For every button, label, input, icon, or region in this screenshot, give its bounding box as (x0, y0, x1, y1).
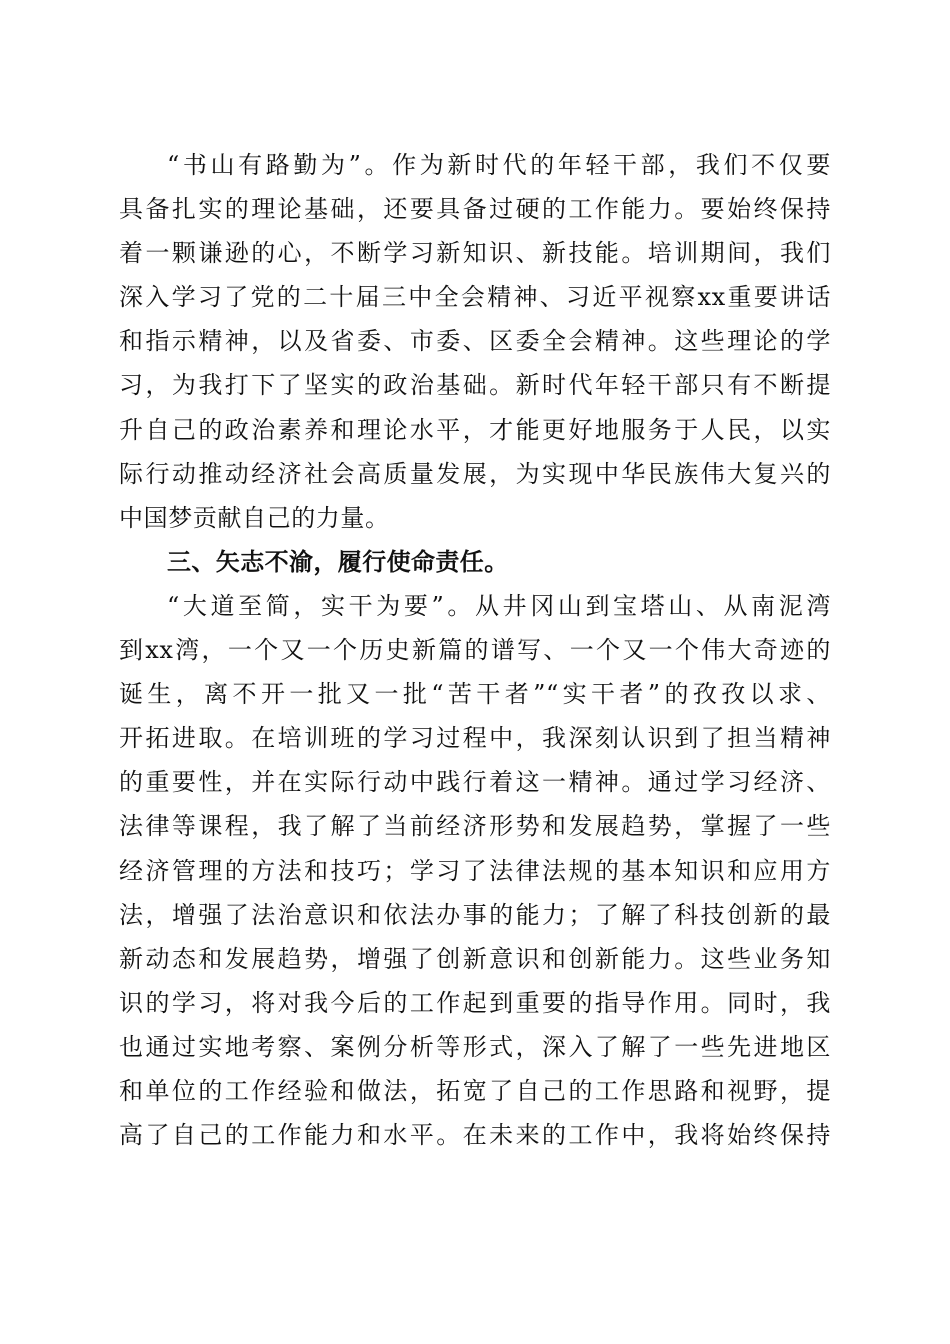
paragraph (119, 584, 831, 1157)
text-line: 和单位的工作经验和做法，拓宽了自己的工作思路和视野，提 (119, 1076, 831, 1105)
text-line: 升自己的政治素养和理论水平，才能更好地服务于人民，以实 (119, 415, 831, 444)
section-heading: 三、矢志不渝，履行使命责任。 (167, 547, 509, 576)
text-line: 习，为我打下了坚实的政治基础。新时代年轻干部只有不断提 (119, 371, 831, 400)
text-line: 深入学习了党的二十届三中全会精神、习近平视察xx重要讲话 (119, 283, 831, 312)
text-line: 开拓进取。在培训班的学习过程中，我深刻认识到了担当精神 (119, 724, 831, 753)
text-line: 新动态和发展趋势，增强了创新意识和创新能力。这些业务知 (119, 944, 831, 973)
text-line: 也通过实地考察、案例分析等形式，深入了解了一些先进地区 (119, 1032, 831, 1061)
text-line: 到xx湾，一个又一个历史新篇的谱写、一个又一个伟大奇迹的 (119, 636, 831, 665)
text-line: “书山有路勤为”。作为新时代的年轻干部，我们不仅要 (167, 151, 831, 179)
text-line: 诞生，离不开一批又一批“苦干者”“实干者”的孜孜以求、 (119, 680, 831, 709)
text-line: 的重要性，并在实际行动中践行着这一精神。通过学习经济、 (119, 768, 831, 797)
text-line: 中国梦贡献自己的力量。 (119, 503, 390, 532)
text-line: 识的学习，将对我今后的工作起到重要的指导作用。同时，我 (119, 988, 831, 1017)
text-line: 着一颗谦逊的心，不断学习新知识、新技能。培训期间，我们 (119, 239, 831, 268)
paragraph (119, 143, 831, 540)
document-body (119, 143, 831, 1157)
text-line: 具备扎实的理论基础，还要具备过硬的工作能力。要始终保持 (119, 195, 831, 224)
text-line: 经济管理的方法和技巧；学习了法律法规的基本知识和应用方 (119, 856, 831, 885)
text-line: 法律等课程，我了解了当前经济形势和发展趋势，掌握了一些 (119, 812, 831, 841)
text-line: 法，增强了法治意识和依法办事的能力；了解了科技创新的最 (119, 900, 831, 929)
text-line: 和指示精神，以及省委、市委、区委全会精神。这些理论的学 (119, 327, 831, 356)
text-line: 际行动推动经济社会高质量发展，为实现中华民族伟大复兴的 (119, 459, 831, 488)
text-line: 高了自己的工作能力和水平。在未来的工作中，我将始终保持 (119, 1121, 831, 1150)
text-line: “大道至简，实干为要”。从井冈山到宝塔山、从南泥湾 (167, 591, 831, 620)
